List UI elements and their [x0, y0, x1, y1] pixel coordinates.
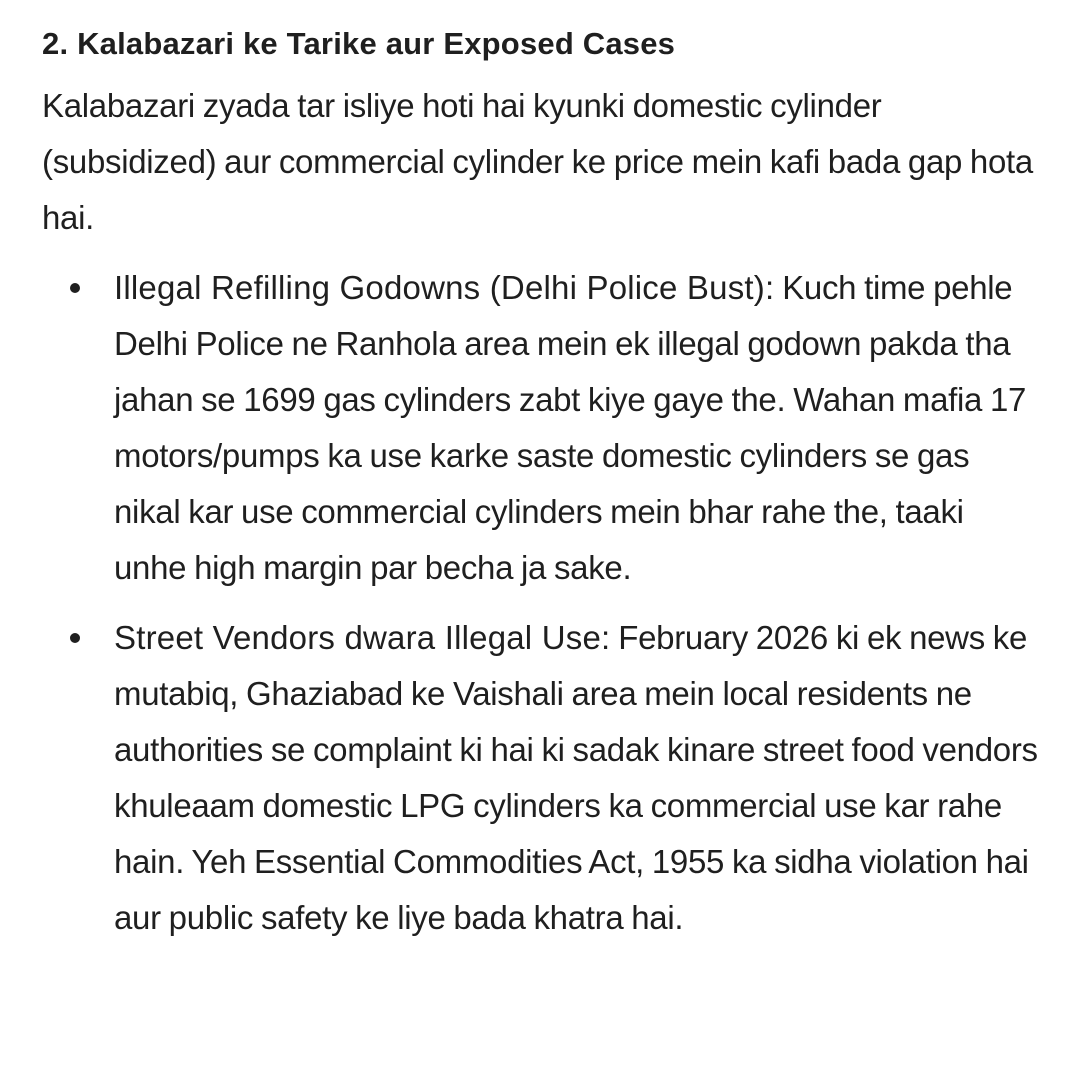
bullet-title: Illegal Refilling Godowns (Delhi Police Bust): — [114, 269, 775, 306]
bullet-list — [42, 260, 1042, 946]
bullet-body: February 2026 ki ek news ke mutabiq, Ghaziabad ke Vaishali area mein local residents ne authorities se complaint ki hai ki sadak kinare street food vendors khuleaam domestic LPG cylinders ka commercial use kar rahe hain. Yeh Essential Commodities Act, 1955 ka sidha violation hai aur public safety ke liye bada khatra hai. — [114, 619, 1038, 936]
list-item — [42, 610, 1042, 946]
bullet-body: Kuch time pehle Delhi Police ne Ranhola area mein ek illegal godown pakda tha jahan se 1699 gas cylinders zabt kiye gaye the. Wahan mafia 17 motors/pumps ka use karke saste domestic cylinders se gas nikal kar use commercial cylinders mein bhar rahe the, taaki unhe high margin par becha ja sake. — [114, 269, 1027, 586]
bullet-icon — [70, 283, 80, 293]
bullet-icon — [70, 633, 80, 643]
intro-paragraph: Kalabazari zyada tar isliye hoti hai kyunki domestic cylinder (subsidized) aur commercial cylinder ke price mein kafi bada gap hota hai. — [42, 87, 1033, 236]
section-heading: 2. Kalabazari ke Tarike aur Exposed Cases — [42, 26, 676, 61]
list-item — [42, 260, 1042, 596]
bullet-title: Street Vendors dwara Illegal Use: — [114, 619, 611, 656]
document-content — [42, 22, 1042, 960]
